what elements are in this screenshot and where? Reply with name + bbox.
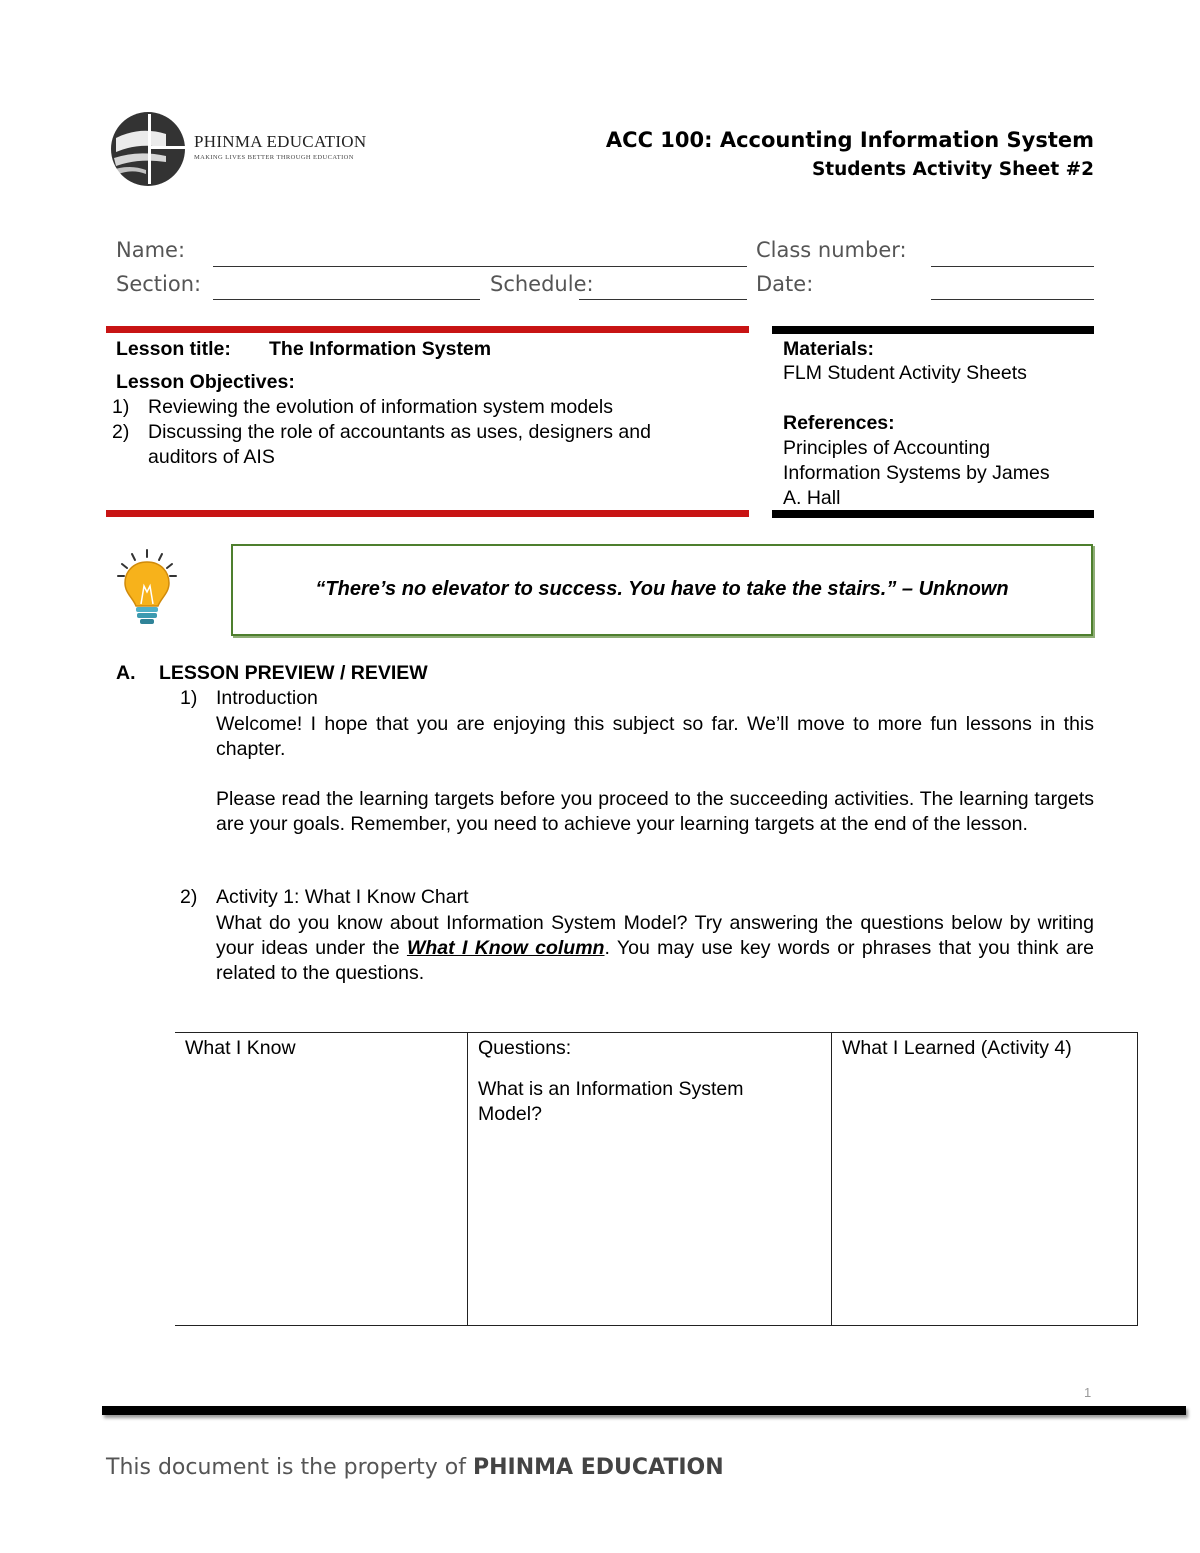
- schedule-label: Schedule:: [490, 272, 594, 296]
- sheet-title: Students Activity Sheet #2: [811, 159, 1094, 180]
- what-i-know-chart: [175, 1032, 1138, 1326]
- section-label: Section:: [116, 272, 202, 296]
- footer-property-notice: [106, 1455, 724, 1480]
- objectives-heading: Lesson Objectives:: [116, 371, 295, 393]
- objective-text: Reviewing the evolution of information system models: [148, 396, 613, 418]
- objective-text-continued: auditors of AIS: [148, 446, 275, 468]
- materials-bottom-rule: [772, 510, 1094, 518]
- reference-line: A. Hall: [783, 487, 841, 509]
- logo-globe-icon: [110, 108, 190, 190]
- quote-box: [231, 544, 1093, 636]
- lightbulb-icon: [114, 548, 180, 630]
- date-label: Date:: [756, 272, 814, 296]
- lesson-top-rule: [106, 326, 749, 333]
- class-number-label: Class number:: [756, 238, 907, 262]
- intro-paragraph-1: Welcome! I hope that you are enjoying this subject so far. We’ll move to more fun lessons in this chapter.: [216, 713, 1094, 760]
- class-number-field[interactable]: [931, 266, 1094, 267]
- question-text: What is an Information System Model?: [478, 1078, 744, 1125]
- questions-header: Questions:: [478, 1037, 572, 1059]
- footer-rule: [102, 1406, 1186, 1415]
- footer-prefix: This document is the property of: [106, 1455, 473, 1480]
- what-i-learned-cell[interactable]: [832, 1033, 1138, 1326]
- footer-owner: PHINMA EDUCATION: [472, 1455, 724, 1480]
- item2-number: 2): [180, 886, 198, 908]
- schedule-field[interactable]: [579, 299, 747, 300]
- what-i-know-header: What I Know: [185, 1037, 296, 1059]
- section-a-heading: LESSON PREVIEW / REVIEW: [159, 662, 428, 684]
- item1-title: Introduction: [216, 687, 318, 709]
- reference-line: Information Systems by James: [783, 462, 1050, 484]
- materials-heading: Materials:: [783, 338, 875, 360]
- item2-title: Activity 1: What I Know Chart: [216, 886, 469, 908]
- name-label: Name:: [116, 238, 186, 262]
- objective-text: Discussing the role of accountants as uses, designers and: [148, 421, 651, 443]
- item1-number: 1): [180, 687, 198, 709]
- logo-tagline: MAKING LIVES BETTER THROUGH EDUCATION: [194, 154, 354, 161]
- objective-number: 2): [112, 421, 130, 443]
- quote-text: “There’s no elevator to success. You have to take the stairs.” – Unknown: [315, 578, 1009, 600]
- materials-top-rule: [772, 326, 1094, 334]
- logo-name: PHINMA EDUCATION: [194, 132, 367, 151]
- references-heading: References:: [783, 412, 895, 434]
- objective-number: 1): [112, 396, 130, 418]
- what-i-know-cell[interactable]: [175, 1033, 468, 1326]
- course-title: ACC 100: Accounting Information System: [605, 128, 1094, 152]
- lesson-title-value: The Information System: [269, 338, 492, 360]
- instructions-text: What do you know about Information System Model? Try answering the questions below by writing your ideas under the: [216, 912, 1094, 959]
- name-field[interactable]: [213, 266, 747, 267]
- intro-paragraph-2: Please read the learning targets before you proceed to the succeeding activities. The learning targets are your goals. Remember, you need to achieve your learning targets at the end of the lesson.: [216, 788, 1094, 835]
- materials-value: FLM Student Activity Sheets: [783, 362, 1027, 384]
- lesson-bottom-rule: [106, 510, 749, 517]
- activity-instructions: [216, 911, 1094, 986]
- questions-cell: [468, 1033, 832, 1326]
- lesson-title-label: Lesson title:: [116, 338, 231, 360]
- what-i-know-column-reference: What I Know column: [406, 937, 605, 959]
- section-a-letter: A.: [116, 662, 136, 684]
- section-field[interactable]: [213, 299, 480, 300]
- phinma-logo: [110, 108, 370, 190]
- page-number: 1: [1084, 1385, 1092, 1400]
- what-i-learned-header: What I Learned (Activity 4): [842, 1037, 1072, 1059]
- instructions-text: . You may use key words or phrases that you think are related to the questions.: [216, 937, 1095, 984]
- date-field[interactable]: [931, 299, 1094, 300]
- reference-line: Principles of Accounting: [783, 437, 991, 459]
